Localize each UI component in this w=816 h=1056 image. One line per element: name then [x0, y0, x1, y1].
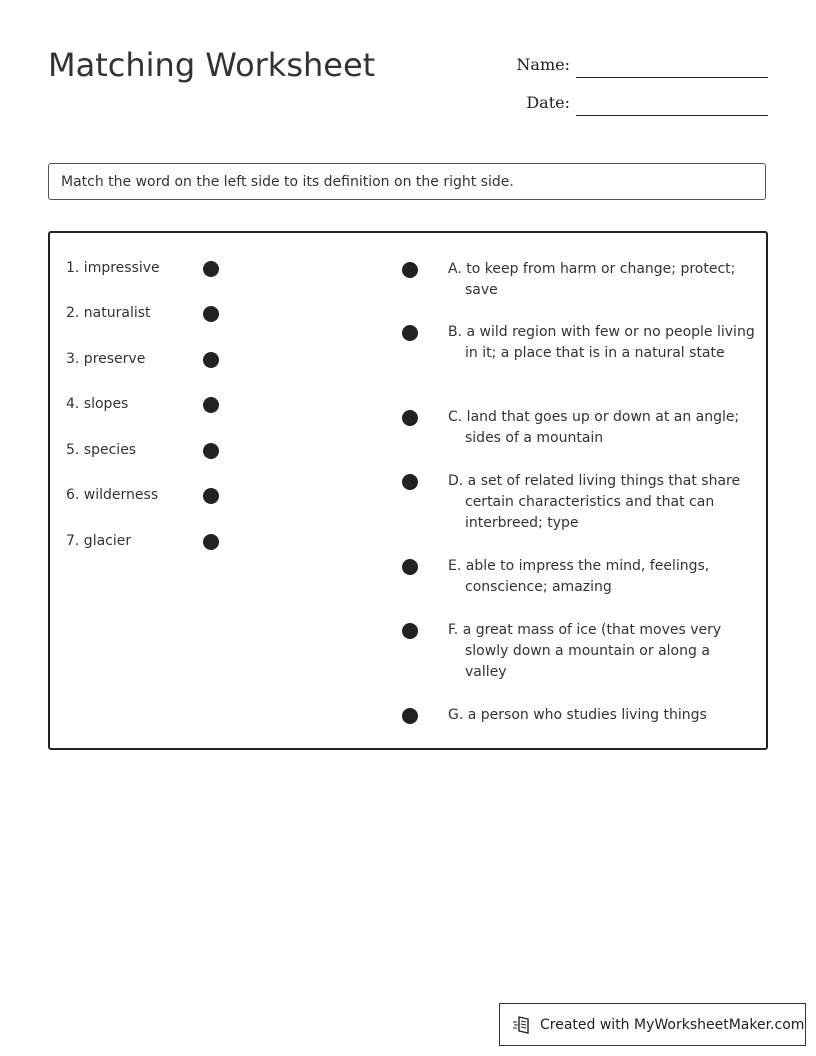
created-with-badge[interactable] [499, 1003, 806, 1046]
name-line[interactable] [576, 77, 768, 78]
definition-dot[interactable] [402, 410, 418, 426]
definition-text: G. a person who studies living things [448, 707, 707, 723]
definition-dot[interactable] [402, 474, 418, 490]
word-label: 4. slopes [66, 396, 129, 412]
word-dot[interactable] [203, 352, 219, 368]
definition-dot[interactable] [402, 262, 418, 278]
word-label: 5. species [66, 442, 137, 458]
word-label: 6. wilderness [66, 487, 159, 503]
badge-text: Created with MyWorksheetMaker.com [540, 1016, 805, 1033]
definition-text: F. a great mass of ice (that moves very slowly down a mountain or along a valley [448, 622, 722, 680]
word-item [66, 260, 226, 280]
definition-text: A. to keep from harm or change; protect; save [448, 261, 736, 298]
name-label: Name: [516, 55, 570, 74]
name-field[interactable] [480, 48, 768, 78]
word-item [66, 305, 226, 325]
instructions-box: Match the word on the left side to its definition on the right side. [48, 163, 766, 200]
matching-area [48, 231, 768, 750]
word-item [66, 351, 226, 371]
definition-dot[interactable] [402, 623, 418, 639]
word-dot[interactable] [203, 443, 219, 459]
definition-text: E. able to impress the mind, feelings, conscience; amazing [448, 558, 710, 595]
word-dot[interactable] [203, 488, 219, 504]
word-dot[interactable] [203, 534, 219, 550]
word-dot[interactable] [203, 261, 219, 277]
word-label: 3. preserve [66, 351, 146, 367]
worksheet-maker-logo-icon [512, 1014, 534, 1036]
date-field[interactable] [480, 86, 768, 116]
definition-text: C. land that goes up or down at an angle; sides of a mountain [448, 409, 740, 446]
date-label: Date: [526, 93, 570, 112]
word-label: 7. glacier [66, 533, 132, 549]
definition-dot[interactable] [402, 325, 418, 341]
word-item [66, 396, 226, 416]
word-dot[interactable] [203, 397, 219, 413]
word-dot[interactable] [203, 306, 219, 322]
word-label: 2. naturalist [66, 305, 151, 321]
definition-text: B. a wild region with few or no people living in it; a place that is in a natural state [448, 324, 755, 361]
definition-text: D. a set of related living things that share certain characteristics and that can interbreed; type [448, 473, 741, 531]
definition-dot[interactable] [402, 708, 418, 724]
word-label: 1. impressive [66, 260, 160, 276]
word-item [66, 487, 226, 507]
word-item [66, 533, 226, 553]
date-line[interactable] [576, 115, 768, 116]
definition-dot[interactable] [402, 559, 418, 575]
word-item [66, 442, 226, 462]
page-title: Matching Worksheet [48, 46, 376, 84]
